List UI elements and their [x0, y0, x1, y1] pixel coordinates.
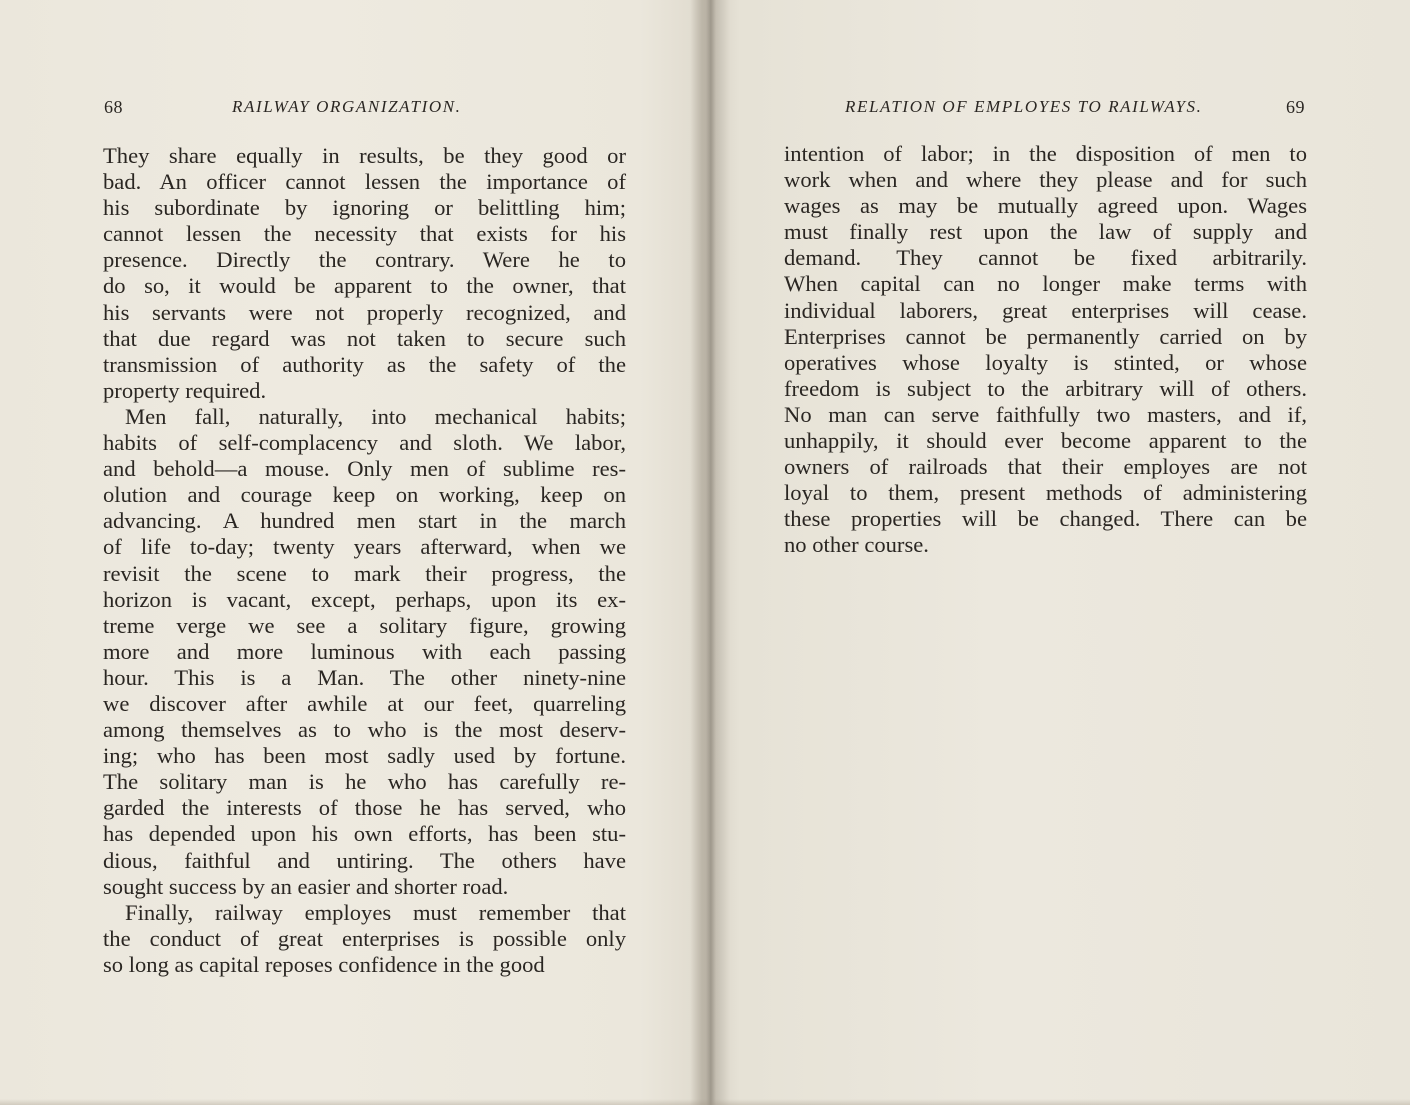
text-line: presence. Directly the contrary. Were he to — [103, 247, 626, 273]
text-line: these properties will be changed. There can be — [784, 506, 1307, 532]
text-line: advancing. A hundred men start in the march — [103, 508, 626, 534]
text-line: wages as may be mutually agreed upon. Wages — [784, 193, 1307, 219]
text-line: freedom is subject to the arbitrary will of others. — [784, 375, 1307, 401]
text-line: horizon is vacant, except, perhaps, upon its ex- — [103, 586, 626, 612]
text-line: among themselves as to who is the most deserv- — [103, 717, 626, 743]
page-bottom-edge — [0, 1099, 1410, 1105]
text-line: Finally, railway employes must remember that — [125, 899, 626, 925]
text-line: bad. An officer cannot lessen the importance of — [103, 169, 626, 195]
text-line: cannot lessen the necessity that exists for his — [103, 221, 626, 247]
text-line: must finally rest upon the law of supply and — [784, 219, 1307, 245]
text-line: the conduct of great enterprises is possible only — [103, 925, 626, 951]
text-line: transmission of authority as the safety of the — [103, 351, 626, 377]
text-line: owners of railroads that their employes are not — [784, 454, 1307, 480]
text-line: his servants were not properly recognized, and — [103, 299, 626, 325]
right-page — [712, 0, 1410, 1105]
text-line: that due regard was not taken to secure such — [103, 325, 626, 351]
running-head: RAILWAY ORGANIZATION. — [232, 97, 462, 116]
text-line: The solitary man is he who has carefully re- — [103, 769, 626, 795]
text-line: more and more luminous with each passing — [103, 638, 626, 664]
body-text — [103, 143, 626, 978]
text-line: hour. This is a Man. The other ninety-nine — [103, 664, 626, 690]
body-text — [784, 141, 1307, 559]
text-line: individual laborers, great enterprises will cease. — [784, 297, 1307, 323]
text-line: intention of labor; in the disposition of men to — [784, 141, 1307, 166]
text-line: dious, faithful and untiring. The others have — [103, 847, 626, 873]
text-line: habits of self-complacency and sloth. We labor, — [103, 430, 626, 456]
paragraph — [784, 141, 1307, 559]
text-line: unhappily, it should ever become apparent to the — [784, 428, 1307, 454]
page-number: 69 — [1286, 97, 1305, 117]
running-head: RELATION OF EMPLOYES TO RAILWAYS. — [845, 97, 1203, 116]
text-line: They share equally in results, be they good or — [103, 143, 626, 168]
text-line: his subordinate by ignoring or belittling him; — [103, 195, 626, 221]
text-line: and behold—a mouse. Only men of sublime res- — [103, 456, 626, 482]
text-line: Enterprises cannot be permanently carried on by — [784, 323, 1307, 349]
text-line: demand. They cannot be fixed arbitrarily. — [784, 245, 1307, 271]
text-line: we discover after awhile at our feet, quarreling — [103, 690, 626, 716]
text-line: work when and where they please and for such — [784, 167, 1307, 193]
text-line: revisit the scene to mark their progress, the — [103, 560, 626, 586]
text-line: loyal to them, present methods of administering — [784, 480, 1307, 506]
text-line: treme verge we see a solitary figure, growing — [103, 612, 626, 638]
text-line: has depended upon his own efforts, has been stu- — [103, 821, 626, 847]
text-line: sought success by an easier and shorter road. — [103, 873, 509, 899]
text-line: property required. — [103, 377, 267, 403]
text-line: so long as capital reposes confidence in the good — [103, 951, 545, 977]
text-line: Men fall, naturally, into mechanical habits; — [125, 403, 626, 429]
text-line: olution and courage keep on working, keep on — [103, 482, 626, 508]
paragraph — [103, 900, 626, 978]
paragraph — [103, 143, 626, 404]
text-line: ing; who has been most sadly used by fortune. — [103, 743, 626, 769]
text-line: do so, it would be apparent to the owner, that — [103, 273, 626, 299]
paragraph — [103, 404, 626, 900]
text-line: garded the interests of those he has served, who — [103, 795, 626, 821]
text-line: operatives whose loyalty is stinted, or whose — [784, 349, 1307, 375]
text-line: no other course. — [784, 532, 929, 558]
text-line: When capital can no longer make terms with — [784, 271, 1307, 297]
left-page — [0, 0, 700, 1105]
page-number: 68 — [104, 97, 123, 117]
text-line: of life to-day; twenty years afterward, when we — [103, 534, 626, 560]
text-line: No man can serve faithfully two masters, and if, — [784, 401, 1307, 427]
